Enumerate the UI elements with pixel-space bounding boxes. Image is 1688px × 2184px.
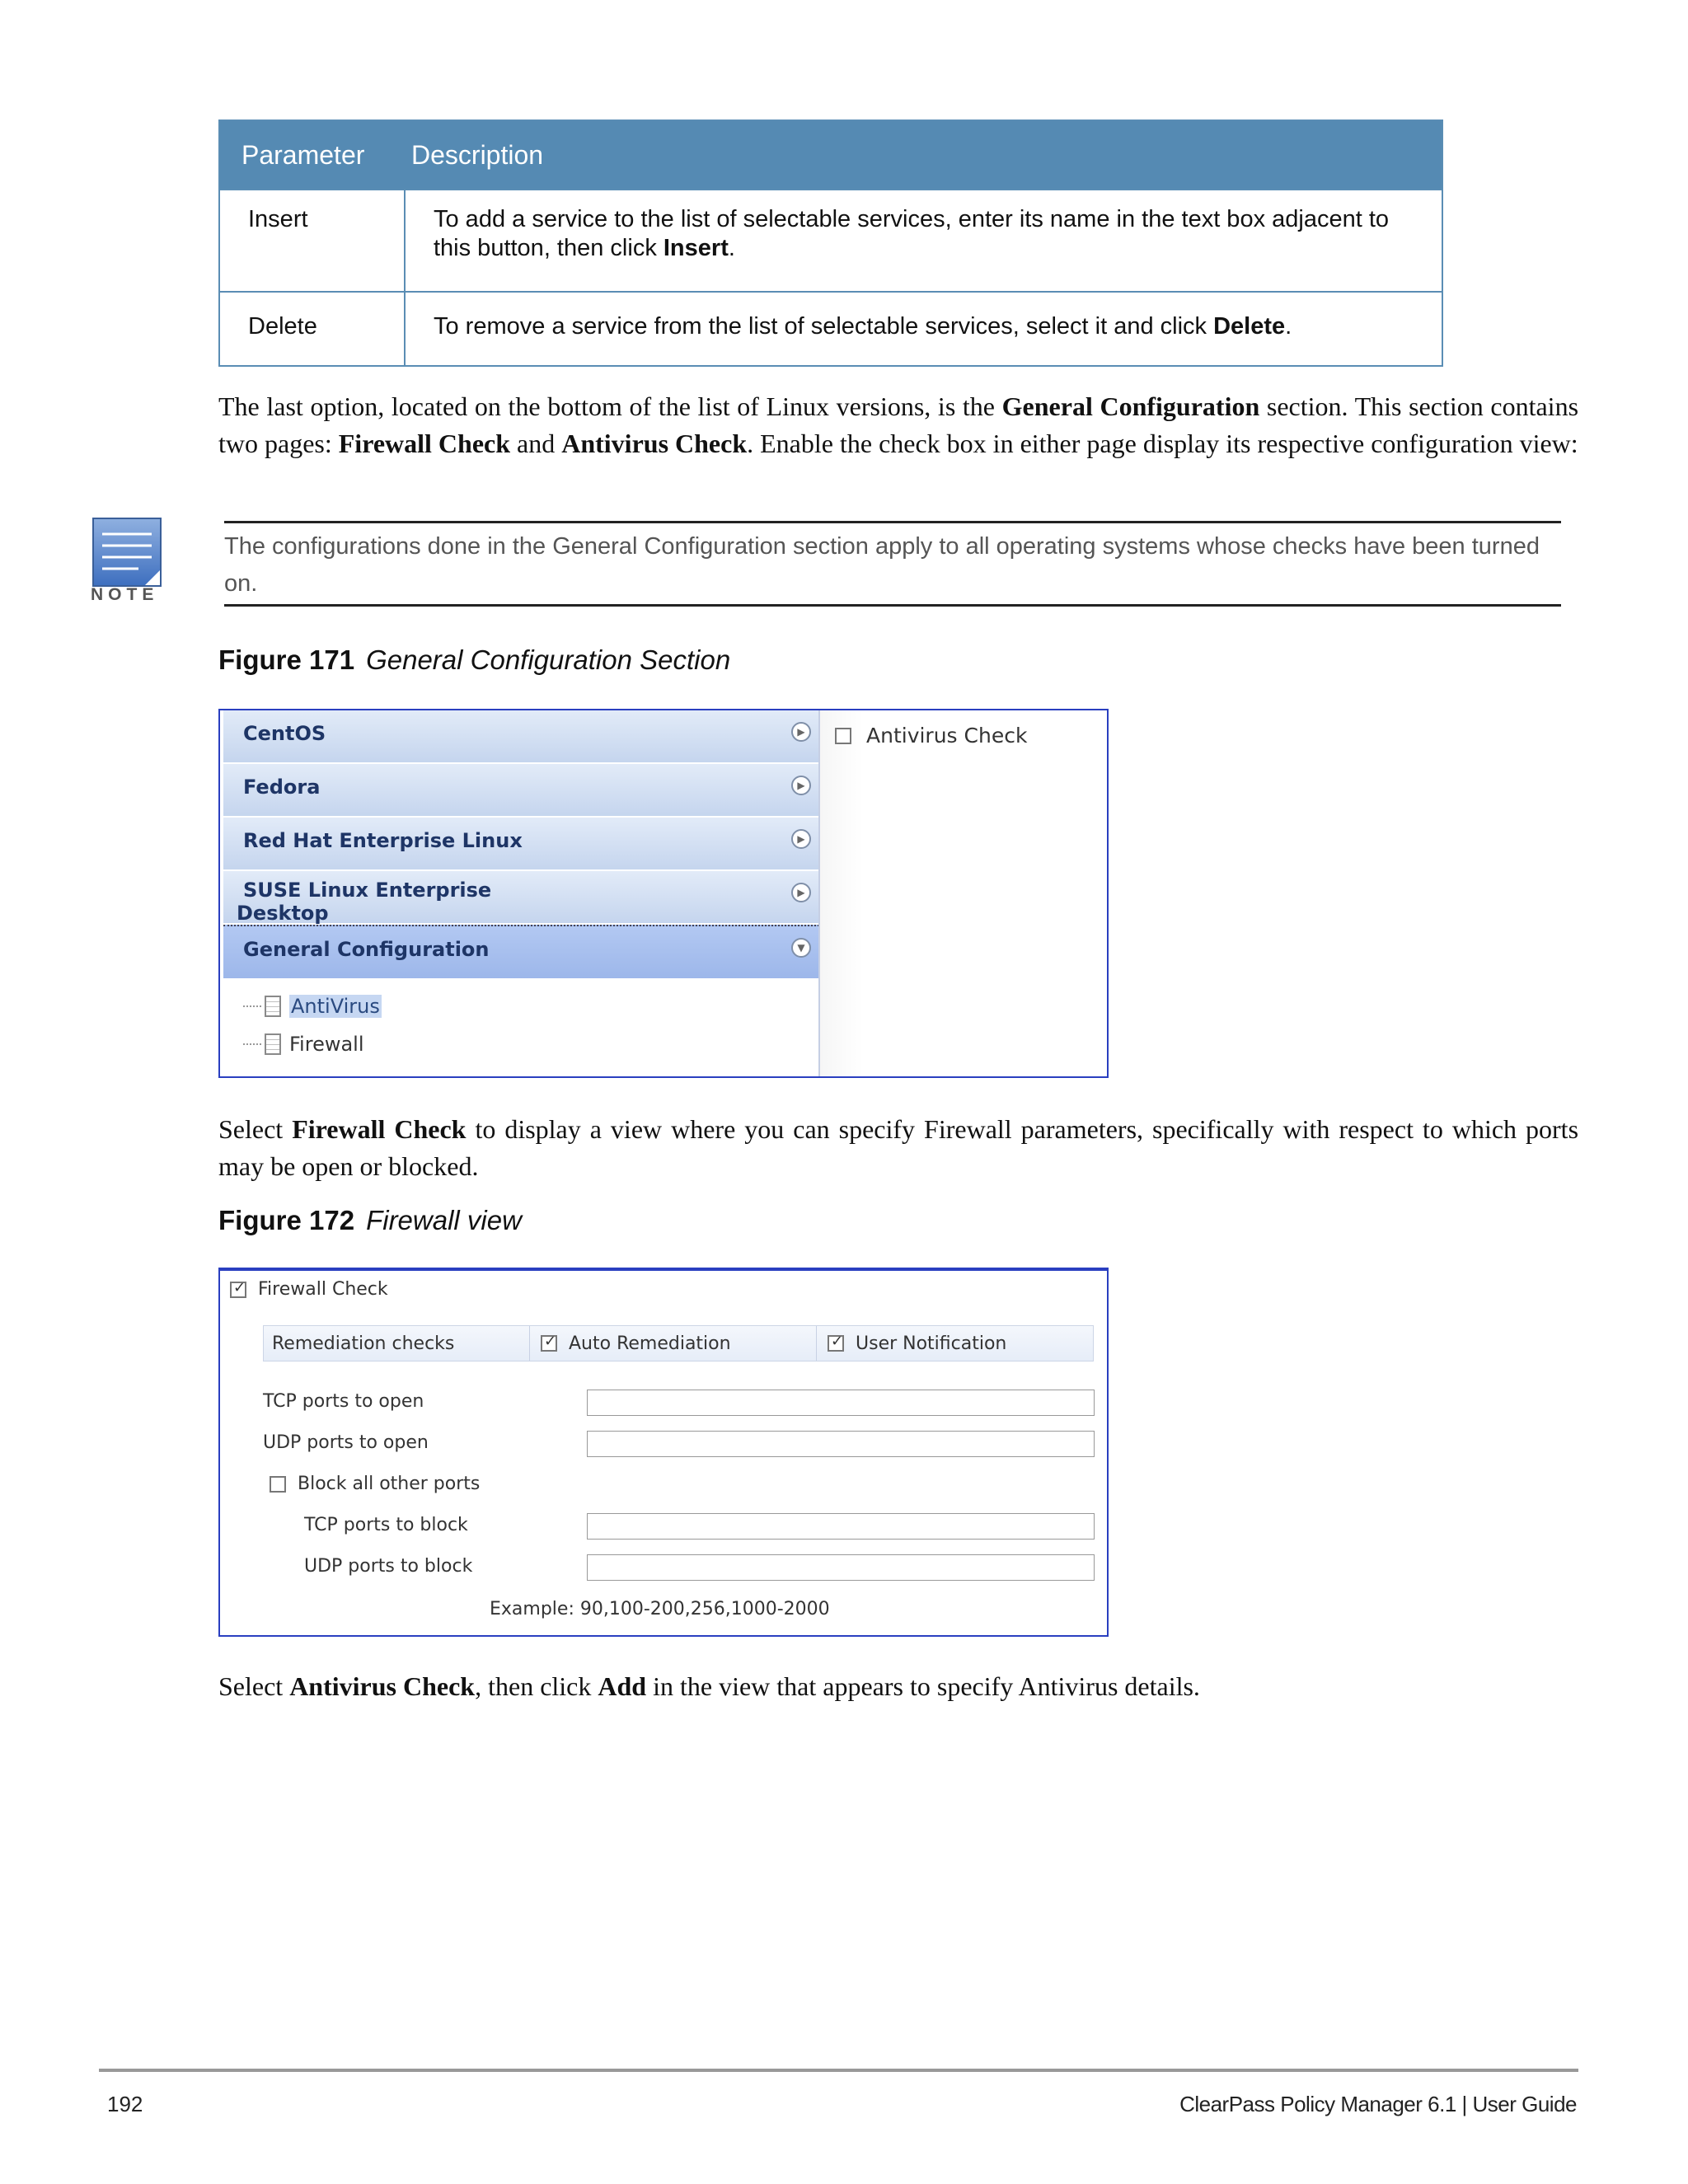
note-label: NOTE: [91, 585, 159, 604]
menu-item-fedora[interactable]: [223, 764, 819, 816]
tcp-block-label: TCP ports to block: [304, 1515, 468, 1535]
tcp-open-input[interactable]: [587, 1390, 1095, 1416]
table-row: [220, 189, 1442, 291]
firewall-paragraph: Select Firewall Check to display a view where you can specify Firewall parameters, specifically with respect to which ports may be open or blocked.: [218, 1114, 1579, 1181]
row-description: To remove a service from the list of selectable services, select it and click Delete.: [434, 313, 1292, 340]
firewall-check-option[interactable]: [230, 1279, 388, 1300]
tree-label: Firewall: [289, 1033, 364, 1056]
antivirus-paragraph: Select Antivirus Check, then click Add in the view that appears to specify Antivirus details.: [218, 1671, 1200, 1701]
menu-label: Red Hat Enterprise Linux: [243, 829, 523, 852]
menu-item-centos[interactable]: [223, 710, 819, 762]
remediation-checks-label: Remediation checks: [272, 1333, 455, 1354]
udp-block-label: UDP ports to block: [304, 1556, 473, 1577]
user-notification-option[interactable]: [828, 1326, 1006, 1361]
figure-171-general-configuration: [218, 709, 1109, 1078]
firewall-check-checkbox[interactable]: [230, 1282, 246, 1298]
chevron-right-icon: ▶: [791, 883, 811, 902]
menu-item-redhat[interactable]: [223, 818, 819, 869]
chevron-right-icon: ▶: [791, 829, 811, 849]
document-icon: [265, 996, 281, 1017]
document-icon: [265, 1033, 281, 1055]
auto-remediation-label: Auto Remediation: [569, 1333, 731, 1354]
auto-remediation-checkbox[interactable]: [541, 1335, 557, 1352]
udp-block-input[interactable]: [587, 1554, 1095, 1581]
chevron-right-icon: ▶: [791, 722, 811, 742]
table-header: [220, 121, 1442, 189]
antivirus-check-label: Antivirus Check: [866, 724, 1028, 748]
firewall-check-label: Firewall Check: [258, 1279, 388, 1300]
row-param: Delete: [220, 293, 406, 365]
menu-item-general-configuration[interactable]: [223, 925, 819, 978]
auto-remediation-option[interactable]: [541, 1326, 731, 1361]
intro-paragraph: The last option, located on the bottom of the list of Linux versions, is the General Configuration section. This section contains two pages: Firewall Check and Antivirus Check. Enable the check box in either page display its respective configuration view:: [218, 391, 1579, 458]
menu-label: General Configuration: [243, 938, 490, 961]
chevron-right-icon: ▶: [791, 776, 811, 795]
udp-open-input[interactable]: [587, 1431, 1095, 1457]
chevron-down-icon: ▼: [791, 938, 811, 958]
block-all-label: Block all other ports: [298, 1474, 481, 1494]
tree-item-firewall[interactable]: [243, 1033, 364, 1056]
menu-label: CentOS: [243, 722, 326, 745]
antivirus-check-option[interactable]: [835, 724, 1027, 748]
menu-label-line2: Desktop: [237, 902, 329, 925]
document-title: ClearPass Policy Manager 6.1 | User Guide: [1179, 2092, 1577, 2116]
antivirus-check-checkbox[interactable]: [835, 728, 851, 744]
note-box: [224, 521, 1561, 607]
tcp-block-input[interactable]: [587, 1513, 1095, 1540]
parameter-table: [218, 120, 1443, 367]
figure-171-caption: Figure 171 General Configuration Section: [218, 644, 731, 675]
tcp-open-label: TCP ports to open: [263, 1391, 424, 1412]
menu-item-suse[interactable]: [223, 871, 819, 923]
ports-example: Example: 90,100-200,256,1000-2000: [490, 1599, 830, 1619]
row-description: To add a service to the list of selectable services, enter its name in the text box adjacent to this button, then click Insert.: [434, 206, 1390, 261]
row-param: Insert: [220, 190, 406, 291]
block-all-option[interactable]: [270, 1474, 480, 1494]
config-pane: [820, 710, 1107, 1076]
config-tree: [223, 980, 819, 1076]
note-icon: [92, 518, 162, 587]
remediation-bar: [263, 1325, 1094, 1361]
os-menu: [223, 710, 819, 980]
user-notification-label: User Notification: [856, 1333, 1007, 1354]
header-parameter: Parameter: [241, 139, 365, 170]
tree-label: AntiVirus: [291, 995, 380, 1018]
header-description: Description: [411, 139, 544, 170]
user-notification-checkbox[interactable]: [828, 1335, 844, 1352]
page-number: 192: [107, 2092, 143, 2116]
footer-rule: [99, 2069, 1578, 2072]
table-row: [220, 291, 1442, 365]
block-all-checkbox[interactable]: [270, 1476, 286, 1493]
tree-item-antivirus[interactable]: [243, 995, 382, 1018]
menu-label: Fedora: [243, 776, 321, 799]
menu-label: SUSE Linux Enterprise: [243, 879, 492, 902]
udp-open-label: UDP ports to open: [263, 1432, 429, 1453]
figure-172-firewall-view: [218, 1268, 1109, 1637]
note-text: The configurations done in the General Configuration section apply to all operating systems whose checks have been turned on.: [224, 533, 1540, 597]
figure-172-caption: Figure 172 Firewall view: [218, 1205, 522, 1235]
